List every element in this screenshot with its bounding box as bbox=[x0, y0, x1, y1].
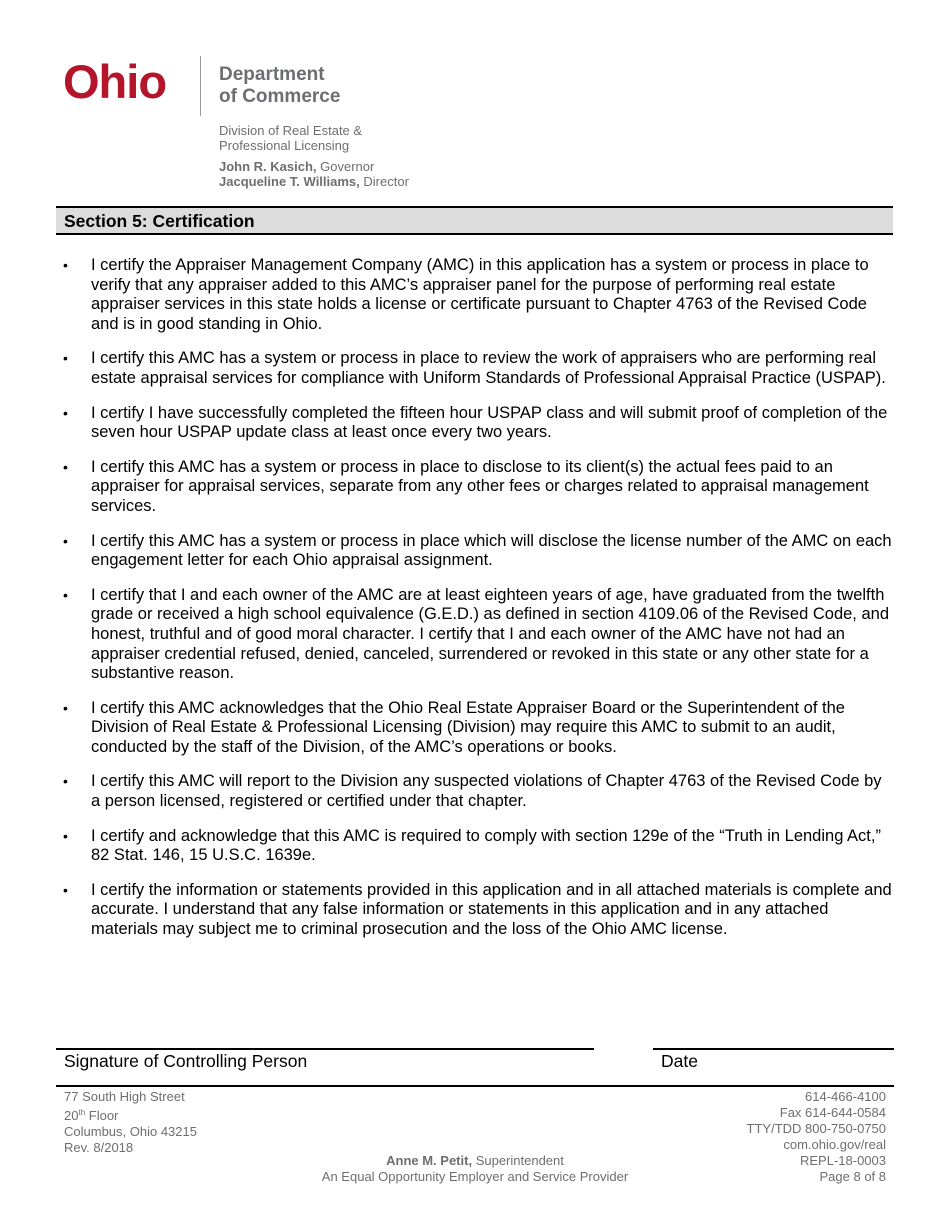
department-name bbox=[219, 64, 340, 108]
logo-divider bbox=[200, 56, 201, 116]
bullet-icon: • bbox=[63, 881, 68, 898]
certification-text: I certify this AMC has a system or process in place to disclose to its client(s) the actual fees paid to an appraiser for appraisal services, separate from any other fees or charges related to appraisal management services. bbox=[91, 457, 869, 515]
governor-title: Governor bbox=[320, 159, 375, 174]
certification-item bbox=[63, 256, 893, 334]
date-label: Date bbox=[661, 1051, 698, 1071]
bullet-icon: • bbox=[63, 532, 68, 549]
certification-item bbox=[63, 586, 893, 684]
certification-item bbox=[63, 827, 893, 866]
director-line bbox=[219, 174, 409, 189]
division-line1: Division of Real Estate & bbox=[219, 123, 363, 138]
certification-text: I certify and acknowledge that this AMC is required to comply with section 129e of the “Truth in Lending Act,” 82 Stat. 146, 15 U.S.C. 1639e. bbox=[91, 826, 881, 865]
director-name: Jacqueline T. Williams, bbox=[219, 174, 360, 189]
footer-rule bbox=[56, 1085, 894, 1087]
superintendent-name: Anne M. Petit, bbox=[386, 1153, 473, 1168]
ohio-logo bbox=[63, 55, 167, 108]
revision: Rev. 8/2018 bbox=[64, 1140, 134, 1155]
bullet-icon: • bbox=[63, 827, 68, 844]
address-line2 bbox=[64, 1105, 197, 1124]
certification-list bbox=[63, 256, 893, 940]
superintendent-line bbox=[0, 1153, 950, 1169]
phone: 614-466-4100 bbox=[805, 1089, 886, 1104]
certification-item bbox=[63, 404, 893, 443]
governor-line bbox=[219, 159, 409, 174]
certification-text: I certify this AMC has a system or process in place which will disclose the license number of the AMC on each engagement letter for each Ohio appraisal assignment. bbox=[91, 531, 892, 570]
tty: TTY/TDD 800-750-0750 bbox=[746, 1121, 886, 1136]
director-title: Director bbox=[363, 174, 409, 189]
floor-word: Floor bbox=[88, 1108, 119, 1123]
signature-label: Signature of Controlling Person bbox=[64, 1051, 308, 1071]
certification-item bbox=[63, 772, 893, 811]
certification-text: I certify this AMC acknowledges that the Ohio Real Estate Appraiser Board or the Superintendent of the Division of Real Estate & Professional Licensing (Division) may require this AMC to submit to an audit, conducted by the staff of the Division, of the AMC’s operations or books. bbox=[91, 698, 845, 756]
footer-address bbox=[64, 1089, 197, 1156]
bullet-icon: • bbox=[63, 699, 68, 716]
address-line3: Columbus, Ohio 43215 bbox=[64, 1124, 197, 1139]
fax: Fax 614-644-0584 bbox=[779, 1105, 886, 1120]
bullet-icon: • bbox=[63, 458, 68, 475]
eeo-statement: An Equal Opportunity Employer and Service Provider bbox=[321, 1169, 629, 1184]
section-header-bar bbox=[56, 206, 893, 235]
certification-item bbox=[63, 699, 893, 758]
bullet-icon: • bbox=[63, 773, 68, 790]
certification-text: I certify this AMC has a system or process in place to review the work of appraisers who are performing real estate appraisal services for compliance with Uniform Standards of Professional Appraisal Practice (USPAP). bbox=[91, 349, 886, 387]
floor-suffix: th bbox=[78, 1108, 86, 1117]
bullet-icon: • bbox=[63, 404, 68, 421]
officials-block bbox=[219, 159, 409, 189]
governor-name: John R. Kasich, bbox=[219, 159, 317, 174]
floor-number: 20 bbox=[64, 1108, 79, 1123]
certification-item bbox=[63, 881, 893, 940]
logo-text: Ohio bbox=[63, 55, 167, 108]
date-line bbox=[653, 1048, 894, 1050]
page-number: Page 8 of 8 bbox=[819, 1169, 886, 1184]
signature-line bbox=[56, 1048, 594, 1050]
certification-text: I certify the Appraiser Management Company (AMC) in this application has a system or process in place to verify that any appraiser added to this AMC’s appraiser panel for the purpose of performing real estate appraiser services in this state holds a license or certificate pursuant to Chapter 4763 of the Revised Code and is in good standing in Ohio. bbox=[91, 256, 869, 333]
website: com.ohio.gov/real bbox=[783, 1137, 886, 1152]
superintendent-title: Superintendent bbox=[475, 1153, 564, 1168]
certification-text: I certify this AMC will report to the Division any suspected violations of Chapter 4763 of the Revised Code by a person licensed, registered or certified under that chapter. bbox=[91, 772, 882, 811]
bullet-icon: • bbox=[63, 257, 68, 273]
form-number: REPL-18-0003 bbox=[800, 1153, 886, 1168]
certification-item bbox=[63, 532, 893, 571]
certification-item bbox=[63, 349, 893, 388]
certification-item bbox=[63, 458, 893, 517]
department-line1: Department bbox=[219, 64, 325, 85]
division-name bbox=[219, 123, 362, 153]
certification-text: I certify that I and each owner of the AMC are at least eighteen years of age, have graduated from the twelfth grade or received a high school equivalence (G.E.D.) as defined in section 4109.06 of the Revised Code, and honest, truthful and of good moral character. I certify that I and each owner of the AMC have not had an appraiser credential refused, denied, canceled, surrendered or revoked in this state or any other state for a substantive reason. bbox=[91, 585, 889, 683]
bullet-icon: • bbox=[63, 350, 68, 367]
address-line1: 77 South High Street bbox=[64, 1089, 185, 1104]
certification-text: I certify I have successfully completed the fifteen hour USPAP class and will submit proof of completion of the seven hour USPAP update class at least once every two years. bbox=[91, 403, 888, 442]
bullet-icon: • bbox=[63, 586, 68, 603]
certification-text: I certify the information or statements provided in this application and in all attached materials is complete and accurate. I understand that any false information or statements in this application and in any attached materials may subject me to criminal prosecution and the loss of the Ohio AMC license. bbox=[91, 880, 892, 939]
division-line2: Professional Licensing bbox=[219, 138, 350, 153]
department-line2: of Commerce bbox=[219, 86, 341, 107]
footer-center bbox=[0, 1153, 950, 1185]
section-title: Section 5: Certification bbox=[64, 211, 255, 231]
